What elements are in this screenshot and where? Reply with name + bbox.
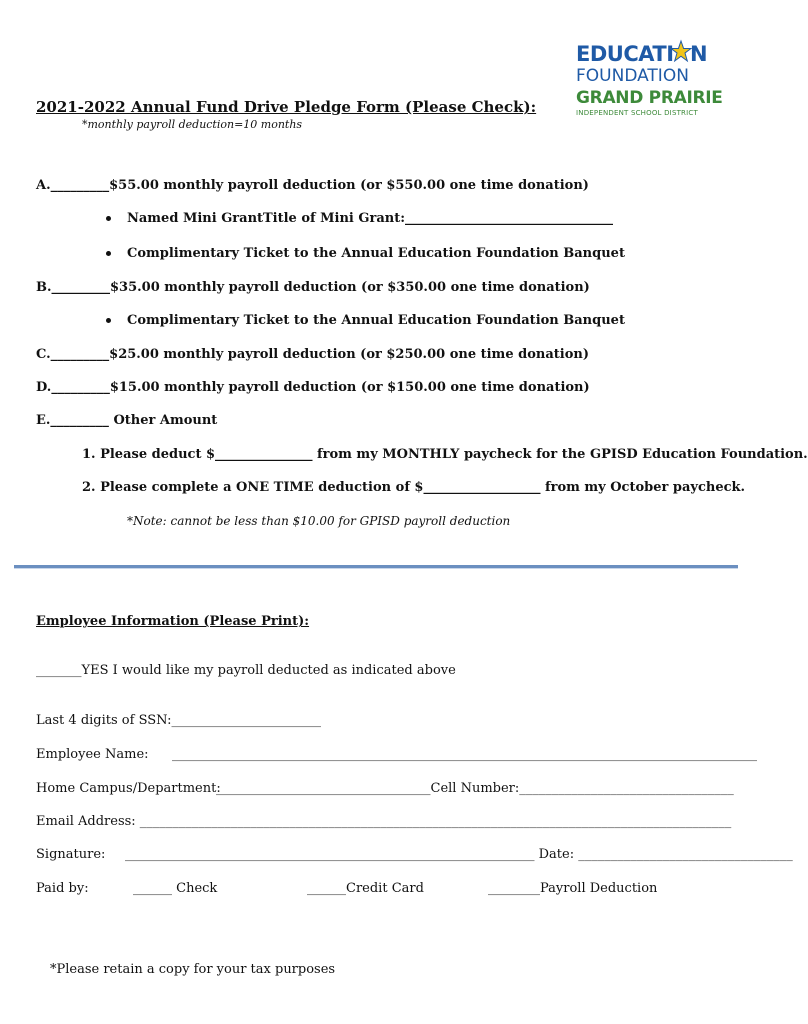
option-c[interactable]: C._________$25.00 monthly payroll deduction (or $250.00 one time donation) bbox=[36, 347, 589, 362]
campus-cell-field[interactable]: _________________________________Cell Number:_________________________________ bbox=[216, 781, 734, 796]
email-field[interactable]: Email Address: ___________________________________________________________________________________________ bbox=[36, 814, 732, 829]
paid-by-credit-card[interactable]: ______Credit Card bbox=[307, 881, 424, 896]
bullet-icon bbox=[106, 318, 111, 323]
paid-by-label: Paid by: bbox=[36, 881, 89, 896]
logo-line4: INDEPENDENT SCHOOL DISTRICT bbox=[576, 109, 698, 117]
paid-by-payroll[interactable]: ________Payroll Deduction bbox=[488, 881, 658, 896]
option-b-ticket: Complimentary Ticket to the Annual Education Foundation Banquet bbox=[127, 313, 625, 328]
option-a-ticket: Complimentary Ticket to the Annual Education Foundation Banquet bbox=[127, 246, 625, 261]
option-d[interactable]: D._________$15.00 monthly payroll deduction (or $150.00 one time donation) bbox=[36, 380, 590, 395]
ssn-field[interactable]: Last 4 digits of SSN:_______________________ bbox=[36, 713, 321, 728]
payroll-yes-line[interactable]: _______YES I would like my payroll deducted as indicated above bbox=[36, 663, 456, 678]
logo-line1: EDUCATI bbox=[576, 42, 674, 66]
star-icon bbox=[670, 40, 692, 64]
section-divider bbox=[14, 565, 738, 569]
option-e-one-time[interactable]: 2. Please complete a ONE TIME deduction of $__________________ from my October paycheck. bbox=[82, 480, 746, 495]
option-b[interactable]: B._________$35.00 monthly payroll deduction (or $350.00 one time donation) bbox=[36, 280, 590, 295]
education-foundation-logo bbox=[576, 40, 723, 122]
note-minimum: *Note: cannot be less than $10.00 for GPISD payroll deduction bbox=[127, 514, 511, 528]
option-e[interactable]: E._________ Other Amount bbox=[36, 413, 218, 428]
bullet-icon bbox=[106, 216, 111, 221]
employee-heading: Employee Information (Please Print): bbox=[36, 614, 310, 629]
paid-by-check[interactable]: ______ Check bbox=[133, 881, 218, 896]
option-e-monthly[interactable]: 1. Please deduct $_______________ from my MONTHLY paycheck for the GPISD Education Foundation. bbox=[82, 447, 808, 462]
signature-date-field[interactable]: _______________________________________________________________ Date: _________________________________ bbox=[125, 847, 793, 862]
option-a[interactable]: A._________$55.00 monthly payroll deduction (or $550.00 one time donation) bbox=[36, 178, 589, 193]
tax-note: *Please retain a copy for your tax purposes bbox=[50, 962, 336, 977]
employee-name-label: Employee Name: bbox=[36, 747, 149, 762]
employee-name-field[interactable]: __________________________________________________________________________________________ bbox=[172, 747, 757, 762]
logo-line2: FOUNDATION bbox=[576, 66, 689, 86]
logo-line3: GRAND PRAIRIE bbox=[576, 88, 723, 108]
logo-line1-end: N bbox=[690, 42, 708, 66]
page-title: 2021-2022 Annual Fund Drive Pledge Form (Please Check): bbox=[36, 98, 537, 116]
subtitle: *monthly payroll deduction=10 months bbox=[82, 118, 303, 131]
signature-label: Signature: bbox=[36, 847, 106, 862]
option-a-mini-grant-title[interactable]: Title of Mini Grant:________________________________ bbox=[263, 211, 614, 226]
bullet-icon bbox=[106, 251, 111, 256]
campus-label: Home Campus/Department: bbox=[36, 781, 221, 796]
option-a-named-mini-grant: Named Mini Grant bbox=[127, 211, 264, 226]
